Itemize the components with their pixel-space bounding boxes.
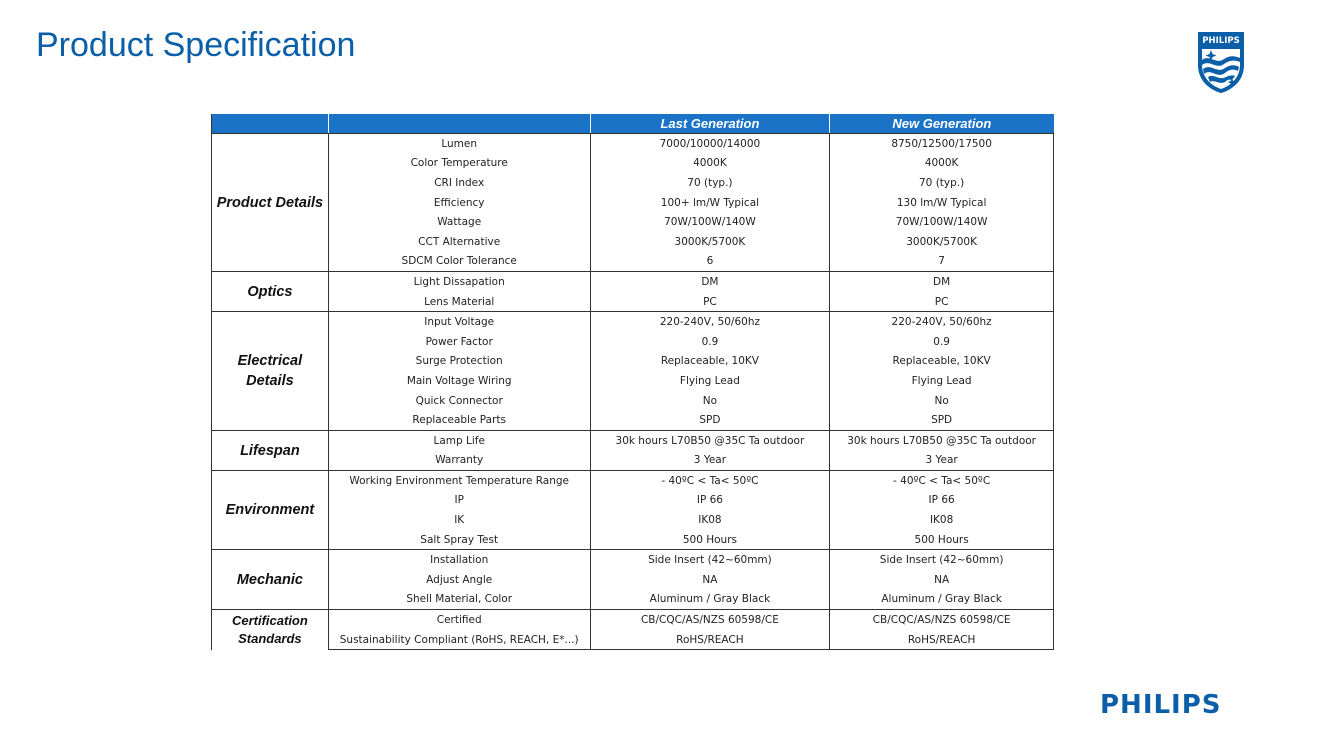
new-generation-cell: NA: [830, 570, 1054, 590]
spec-name-cell: Working Environment Temperature Range: [328, 471, 590, 491]
new-generation-cell: 4000K: [830, 154, 1054, 174]
table-row: [212, 510, 1054, 530]
spec-name-cell: Lamp Life: [328, 430, 590, 450]
table-row: [212, 610, 1054, 630]
new-generation-cell: 7: [830, 252, 1054, 272]
last-generation-cell: 7000/10000/14000: [590, 134, 830, 154]
table-row: [212, 430, 1054, 450]
new-generation-cell: Flying Lead: [830, 371, 1054, 391]
table-row: [212, 352, 1054, 372]
last-generation-cell: RoHS/REACH: [590, 630, 830, 650]
table-row: [212, 312, 1054, 332]
new-generation-cell: 130 lm/W Typical: [830, 193, 1054, 213]
table-row: [212, 252, 1054, 272]
spec-name-cell: Certified: [328, 610, 590, 630]
svg-text:PHILIPS: PHILIPS: [1202, 36, 1240, 46]
new-generation-cell: 70 (typ.): [830, 173, 1054, 193]
new-generation-cell: 0.9: [830, 332, 1054, 352]
last-generation-cell: 220-240V, 50/60hz: [590, 312, 830, 332]
new-generation-cell: IK08: [830, 510, 1054, 530]
last-generation-cell: 3 Year: [590, 451, 830, 471]
spec-name-cell: Lens Material: [328, 292, 590, 312]
table-row: [212, 471, 1054, 491]
spec-name-cell: Shell Material, Color: [328, 590, 590, 610]
new-generation-cell: 8750/12500/17500: [830, 134, 1054, 154]
table-row: [212, 154, 1054, 174]
table-row: [212, 491, 1054, 511]
spec-name-cell: SDCM Color Tolerance: [328, 252, 590, 272]
table-row: [212, 292, 1054, 312]
new-generation-cell: 3 Year: [830, 451, 1054, 471]
spec-name-cell: IP: [328, 491, 590, 511]
category-cell: Mechanic: [212, 550, 329, 610]
last-generation-cell: 500 Hours: [590, 530, 830, 550]
new-generation-cell: RoHS/REACH: [830, 630, 1054, 650]
spec-name-cell: Sustainability Compliant (RoHS, REACH, E*...): [328, 630, 590, 650]
table-row: [212, 272, 1054, 292]
table-row: [212, 451, 1054, 471]
last-generation-cell: - 40ºC < Ta< 50ºC: [590, 471, 830, 491]
last-generation-cell: DM: [590, 272, 830, 292]
last-generation-cell: NA: [590, 570, 830, 590]
table-row: [212, 570, 1054, 590]
category-cell: Optics: [212, 272, 329, 312]
spec-name-cell: CCT Alternative: [328, 232, 590, 252]
last-generation-cell: Aluminum / Gray Black: [590, 590, 830, 610]
last-generation-cell: 100+ lm/W Typical: [590, 193, 830, 213]
new-generation-cell: No: [830, 391, 1054, 411]
new-generation-cell: 3000K/5700K: [830, 232, 1054, 252]
new-generation-cell: Aluminum / Gray Black: [830, 590, 1054, 610]
header-new-generation: New Generation: [830, 114, 1054, 134]
spec-name-cell: Main Voltage Wiring: [328, 371, 590, 391]
last-generation-cell: Side Insert (42~60mm): [590, 550, 830, 570]
last-generation-cell: PC: [590, 292, 830, 312]
new-generation-cell: Side Insert (42~60mm): [830, 550, 1054, 570]
last-generation-cell: 0.9: [590, 332, 830, 352]
table-row: [212, 193, 1054, 213]
spec-name-cell: Adjust Angle: [328, 570, 590, 590]
spec-name-cell: Power Factor: [328, 332, 590, 352]
new-generation-cell: SPD: [830, 410, 1054, 430]
table-row: [212, 590, 1054, 610]
new-generation-cell: - 40ºC < Ta< 50ºC: [830, 471, 1054, 491]
spec-name-cell: Salt Spray Test: [328, 530, 590, 550]
table-row: [212, 232, 1054, 252]
last-generation-cell: CB/CQC/AS/NZS 60598/CE: [590, 610, 830, 630]
table-row: [212, 134, 1054, 154]
last-generation-cell: 6: [590, 252, 830, 272]
new-generation-cell: 70W/100W/140W: [830, 212, 1054, 232]
philips-shield-logo: [1194, 29, 1248, 95]
last-generation-cell: No: [590, 391, 830, 411]
table-row: [212, 371, 1054, 391]
new-generation-cell: 30k hours L70B50 @35C Ta outdoor: [830, 430, 1054, 450]
table-row: [212, 630, 1054, 650]
new-generation-cell: DM: [830, 272, 1054, 292]
table-row: [212, 212, 1054, 232]
table-row: [212, 173, 1054, 193]
last-generation-cell: 4000K: [590, 154, 830, 174]
spec-table-body: [212, 134, 1054, 650]
spec-name-cell: Wattage: [328, 212, 590, 232]
philips-wordmark: PHILIPS: [1100, 690, 1222, 720]
spec-name-cell: Replaceable Parts: [328, 410, 590, 430]
new-generation-cell: 220-240V, 50/60hz: [830, 312, 1054, 332]
header-last-generation: Last Generation: [590, 114, 830, 134]
category-cell: Electrical Details: [212, 312, 329, 431]
last-generation-cell: 30k hours L70B50 @35C Ta outdoor: [590, 430, 830, 450]
last-generation-cell: 70 (typ.): [590, 173, 830, 193]
spec-name-cell: CRI Index: [328, 173, 590, 193]
category-cell: Certification Standards: [212, 610, 329, 650]
last-generation-cell: 3000K/5700K: [590, 232, 830, 252]
table-row: [212, 391, 1054, 411]
header-spec: [328, 114, 590, 134]
spec-name-cell: Color Temperature: [328, 154, 590, 174]
new-generation-cell: PC: [830, 292, 1054, 312]
category-cell: Product Details: [212, 134, 329, 272]
spec-name-cell: Warranty: [328, 451, 590, 471]
spec-name-cell: Efficiency: [328, 193, 590, 213]
spec-name-cell: Installation: [328, 550, 590, 570]
last-generation-cell: Flying Lead: [590, 371, 830, 391]
new-generation-cell: Replaceable, 10KV: [830, 352, 1054, 372]
table-row: [212, 550, 1054, 570]
category-cell: Environment: [212, 471, 329, 550]
last-generation-cell: Replaceable, 10KV: [590, 352, 830, 372]
spec-name-cell: IK: [328, 510, 590, 530]
last-generation-cell: IK08: [590, 510, 830, 530]
last-generation-cell: SPD: [590, 410, 830, 430]
header-category: [212, 114, 329, 134]
spec-table: [211, 114, 1054, 650]
spec-name-cell: Surge Protection: [328, 352, 590, 372]
spec-name-cell: Light Dissapation: [328, 272, 590, 292]
spec-name-cell: Quick Connector: [328, 391, 590, 411]
page-title: Product Specification: [36, 26, 356, 64]
last-generation-cell: IP 66: [590, 491, 830, 511]
last-generation-cell: 70W/100W/140W: [590, 212, 830, 232]
spec-name-cell: Lumen: [328, 134, 590, 154]
new-generation-cell: CB/CQC/AS/NZS 60598/CE: [830, 610, 1054, 630]
table-row: [212, 332, 1054, 352]
table-row: [212, 410, 1054, 430]
table-row: [212, 530, 1054, 550]
category-cell: Lifespan: [212, 430, 329, 470]
new-generation-cell: IP 66: [830, 491, 1054, 511]
spec-name-cell: Input Voltage: [328, 312, 590, 332]
new-generation-cell: 500 Hours: [830, 530, 1054, 550]
table-header-row: [212, 114, 1054, 134]
